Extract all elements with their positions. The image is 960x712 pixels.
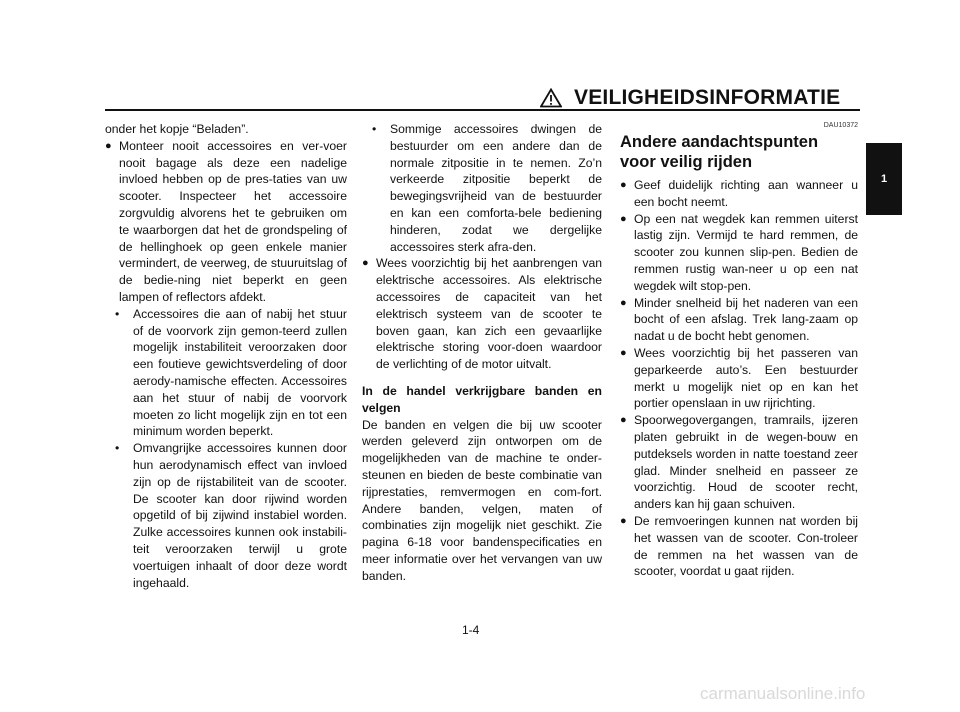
column-middle — [362, 121, 602, 585]
section-heading-safety: Andere aandachtspunten voor veilig rijden — [620, 133, 819, 171]
sub-bullet-text: Omvangrijke accessoires kunnen door hun aerodynamisch effect van invloed zijn op de rijstabiliteit van de scooter. De scooter kan door rijwind worden opgetild of bij zijwind instabiel worden. Zulke accessoires kunnen ook instabili-teit veroorzaken terwijl u grote voertuigen inhaalt of door deze wordt ingehaald. — [133, 441, 347, 590]
list-item — [620, 412, 858, 513]
bullet-icon: ● — [620, 296, 627, 309]
bullet-text: Wees voorzichtig bij het aanbrengen van elektrische accessoires. Als elektrische accessoires de capaciteit van het elektrisch systeem van de scooter te boven gaan, kan zich een gevaarlijke elektrische storing voor-doen waardoor de verlichting of de motor uitvalt. — [376, 256, 602, 372]
paragraph-tires: De banden en velgen die bij uw scooter werden geleverd zijn ontworpen om de mogelijkheden van de machine te onder-steunen en bieden de beste combinatie van rijprestaties, remvermogen en com-fort. Andere banden, velgen, maten of combinaties zijn mogelijk niet geschikt. Zie pagina 6-18 voor bandenspecificaties en meer informatie over het vervangen van uw banden. — [362, 417, 602, 583]
header-divider — [105, 109, 860, 111]
column-left — [105, 121, 347, 591]
list-item-text: De remvoeringen kunnen nat worden bij het wassen van de scooter. Con-troleer de remmen na het wassen van de scooter, voordat u gaat rijden. — [634, 513, 858, 579]
sub-bullet-handlebar — [105, 306, 347, 440]
bullet-text: Monteer nooit accessoires en ver-voer nooit bagage als deze een nadelige invloed hebben op de pres-taties van uw scooter. Inspecteer het accessoire zorgvuldig alvorens het te gebruiken om te waarborgen dat het de grondspeling of de hellinghoek op geen enkele manier vermindert, de veerweg, de stuuruitslag of de bedie-ning niet beperkt en geen lampen of reflectors afdekt. — [119, 138, 347, 304]
sub-bullet-icon: • — [115, 441, 120, 456]
list-item — [620, 513, 858, 580]
sub-bullet-seating — [362, 121, 602, 255]
intro-text: onder het kopje “Beladen”. — [105, 122, 249, 136]
chapter-tab-label: 1 — [880, 173, 888, 185]
bullet-electrical — [362, 255, 602, 373]
list-item-text: Op een nat wegdek kan remmen uiterst lastig zijn. Vermijd te hard remmen, de scooter zou kunnen slip-pen. Bedien de remmen rustig wan-neer u op een nat wegdek wilt stop-pen. — [634, 211, 858, 293]
bullet-icon: ● — [362, 257, 369, 270]
list-item — [620, 211, 858, 295]
sub-bullet-icon: • — [115, 306, 120, 321]
bullet-icon: ● — [620, 346, 627, 359]
list-item — [620, 295, 858, 345]
list-item-text: Spoorwegovergangen, tramrails, ijzeren platen gebruikt in de wegen-bouw en putdeksels worden in natte toestand zeer glad. Minder snelheid en passeer ze voorzichtig. Houd de scooter recht, anders kan hij gaan schuiven. — [634, 413, 858, 512]
page-header — [540, 86, 840, 110]
sub-bullet-text: Sommige accessoires dwingen de bestuurder om een andere dan de normale zitpositie in te nemen. Zo’n verkeerde zitpositie beperkt de bewegingsvrijheid van de bestuurder en kan een comforta-bele bediening hinderen, zodat we dergelijke accessoires sterk afra-den. — [390, 122, 602, 254]
list-item-text: Geef duidelijk richting aan wanneer u een bocht neemt. — [634, 178, 858, 209]
list-item-text: Minder snelheid bij het naderen van een bocht of een afslag. Trek lang-zaam op nadat u de bocht hebt genomen. — [634, 295, 858, 344]
sub-bullet-icon: • — [372, 122, 377, 136]
watermark: carmanualsonline.info — [700, 684, 866, 703]
page-number: 1-4 — [462, 623, 480, 637]
section-heading-tires: In de handel verkrijgbare banden en velgen — [362, 383, 602, 415]
warning-triangle-icon — [540, 88, 562, 108]
bullet-accessories — [105, 138, 347, 306]
bullet-icon: ● — [620, 414, 627, 427]
bullet-icon: ● — [620, 514, 627, 527]
chapter-tab — [866, 143, 902, 215]
bullet-icon: ● — [105, 139, 112, 152]
sub-bullet-bulky — [105, 440, 347, 591]
list-item — [620, 177, 858, 211]
doc-code: DAU10372 — [823, 122, 858, 129]
bullet-icon: ● — [620, 212, 627, 225]
column-right — [620, 121, 858, 580]
header-title: VEILIGHEIDSINFORMATIE — [574, 86, 841, 109]
list-item-text: Wees voorzichtig bij het passeren van geparkeerde auto’s. Een bestuurder merkt u mogelijk niet op en kan het portier openslaan in uw rijrichting. — [634, 345, 858, 411]
list-item — [620, 345, 858, 412]
bullet-icon: ● — [620, 179, 627, 191]
sub-bullet-text: Accessoires die aan of nabij het stuur of de voorvork zijn gemon-teerd zullen mogelijk instabiliteit veroorzaken door een foutieve gewichtsverdeling of door aerody-namische effecten. Accessoires aan het stuur of nabij de voorvork moeten zo licht mogelijk zijn en tot een minimum worden beperkt. — [133, 306, 347, 439]
